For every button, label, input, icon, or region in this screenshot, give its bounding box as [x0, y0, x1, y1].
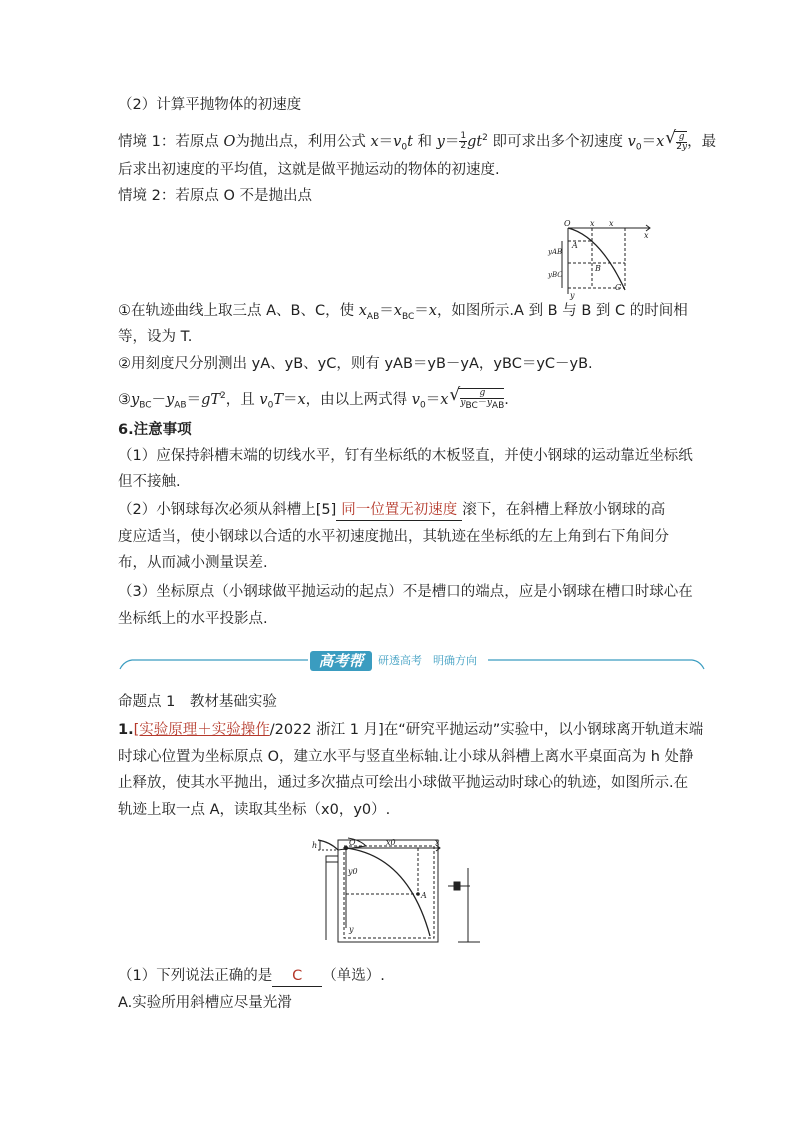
trajectory-curve [568, 228, 625, 290]
banner-subtitle: 研透高考 明确方向 [378, 654, 477, 667]
fig1-C: C [615, 283, 622, 292]
note2-line3: 布，从而减小测量误差. [118, 555, 268, 571]
answer-blank-1: C [272, 966, 322, 987]
fig2-y: y [349, 925, 354, 934]
section-6-heading: 6.注意事项 [118, 422, 192, 438]
case2-line: 情境 2：若原点 O 不是抛出点 [118, 188, 312, 204]
option-a: A.实验所用斜槽应尽量光滑 [118, 995, 292, 1011]
trajectory-grid-figure [540, 218, 655, 300]
fig1-x2: x [609, 219, 614, 228]
fig1-origin: O [564, 219, 571, 228]
answer-blank-5: 同一位置无初速度 [336, 500, 462, 521]
fig1-x1: x [590, 219, 595, 228]
fig1-xaxis: x [644, 231, 649, 240]
gaokao-banner [118, 647, 706, 675]
step2-line: ②用刻度尺分别测出 yA、yB、yC，则有 yAB＝yB－yA，yBC＝yC－yB. [118, 356, 593, 372]
fig1-y: y [570, 291, 575, 300]
step3-line: $③y_{BC}-y_{AB}=gT^2$，且 $v_0T=x$，由以上两式得 $v_0=x$ √ $\frac{g}{y_{BC}-y_{AB}}$ . [118, 386, 509, 416]
apparatus-figure [308, 828, 486, 946]
question1-line2: 时球心位置为坐标原点 O，建立水平与竖直坐标轴.让小球从斜槽上离水平桌面高为 h 处静 [118, 749, 694, 765]
case1-line1: 情境 1：若原点 O为抛出点，利用公式 $x=v_0t$ 和 y＝ $\frac{1}{2}$ $gt^2$ 即可求出多个初速度 $v_0=x$ √ $\frac{g}{2y}$ ，最 [118, 128, 716, 158]
note3-line2: 坐标纸上的水平投影点. [118, 611, 268, 627]
fig1-yab: yAB [548, 248, 563, 256]
note2-line2: 度应适当，使小钢球以合适的水平初速度抛出，其轨迹在坐标纸的左上角到右下角间分 [118, 529, 669, 545]
question1-line1: 1.[实验原理＋实验操作/2022 浙江 1 月]在“研究平抛运动”实验中，以小钢球离开轨道末端 [118, 722, 704, 738]
note1-line2: 但不接触. [118, 474, 181, 490]
sub-question-1: （1）下列说法正确的是 C （单选）. [118, 966, 385, 987]
fig1-A: A [572, 241, 578, 250]
fig1-ybc: yBC [548, 271, 563, 279]
case1-line2: 后求出初速度的平均值，这就是做平抛运动的物体的初速度. [118, 162, 500, 178]
note1-line1: （1）应保持斜槽末端的切线水平，钉有坐标纸的木板竖直，并使小钢球的运动靠近坐标纸 [118, 448, 693, 464]
fig2-h: h [312, 841, 318, 850]
fig2-x0: x0 [386, 838, 396, 847]
step1-line2: 等，设为 T. [118, 329, 193, 345]
fig2-origin: O [349, 838, 356, 847]
note3-line1: （3）坐标原点（小钢球做平抛运动的起点）不是槽口的端点，应是小钢球在槽口时球心在 [118, 584, 693, 600]
fig1-B: B [595, 264, 601, 273]
proposition-heading: 命题点 1 教材基础实验 [118, 694, 277, 710]
question1-line4: 轨迹上取一点 A，读取其坐标（x0，y0）. [118, 802, 391, 818]
section-2-title: （2）计算平抛物体的初速度 [118, 97, 302, 113]
fig2-y0: y0 [348, 867, 358, 876]
fig2-A: A [421, 891, 427, 900]
note2-line1: （2）小钢球每次必须从斜槽上[5] 同一位置无初速度 滚下，在斜槽上释放小钢球的高 [118, 500, 665, 521]
step1-line1: ①在轨迹曲线上取三点 A、B、C，使 $x_{AB}=x_{BC}=x$，如图所示.A 到 B 与 B 到 C 的时间相 [118, 303, 688, 322]
banner-title: 高考帮 [318, 652, 364, 670]
question1-line3: 止释放，使其水平抛出，通过多次描点可绘出小球做平抛运动时球心的轨迹，如图所示.在 [118, 775, 689, 791]
fig2-x: x [435, 838, 440, 847]
